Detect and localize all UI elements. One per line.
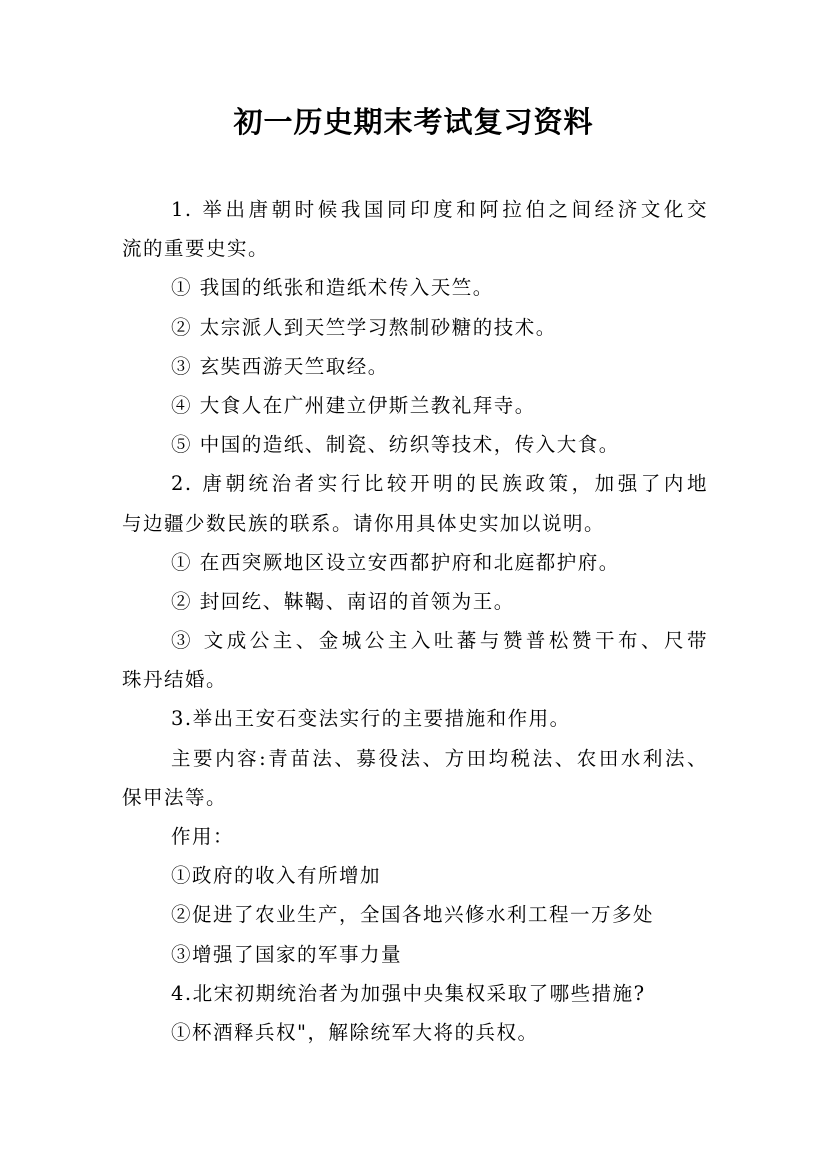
- paragraph-line: ② 封回纥、靺鞨、南诏的首领为王。: [171, 589, 515, 613]
- document-title: 初一历史期末考试复习资料: [233, 105, 594, 139]
- paragraph-line: 珠丹结婚。: [122, 668, 228, 692]
- paragraph-line: ③增强了国家的军事力量: [171, 942, 403, 966]
- paragraph-line: ④ 大食人在广州建立伊斯兰教礼拜寺。: [171, 393, 536, 417]
- paragraph-line: 1. 举出唐朝时候我国同印度和阿拉伯之间经济文化交: [171, 198, 708, 221]
- paragraph-line: ③ 玄奘西游天竺取经。: [171, 354, 389, 378]
- paragraph-line: 保甲法等。: [122, 785, 228, 809]
- paragraph-line: ③ 文成公主、金城公主入吐蕃与赞普松赞干布、尺带: [171, 629, 708, 653]
- paragraph-line: ②促进了农业生产，全国各地兴修水利工程一万多处: [171, 903, 655, 927]
- paragraph-line: 与边疆少数民族的联系。请你用具体史实加以说明。: [122, 511, 606, 535]
- paragraph-line: ①杯酒释兵权"，解除统军大将的兵权。: [171, 1020, 539, 1044]
- paragraph-line: ① 我国的纸张和造纸术传入天竺。: [171, 276, 494, 300]
- paragraph-line: ⑤ 中国的造纸、制瓷、纺织等技术，传入大食。: [171, 433, 620, 457]
- paragraph-line: ①政府的收入有所增加: [171, 864, 382, 888]
- paragraph-line: 2. 唐朝统治者实行比较开明的民族政策，加强了内地: [171, 472, 708, 496]
- paragraph-line: ② 太宗派人到天竺学习熬制砂糖的技术。: [171, 315, 557, 339]
- paragraph-line: 作用：: [171, 825, 235, 848]
- paragraph-line: 主要内容:青苗法、募役法、方田均税法、农田水利法、: [171, 746, 708, 770]
- paragraph-line: 4.北宋初期统治者为加强中央集权采取了哪些措施?: [171, 981, 646, 1005]
- paragraph-line: ① 在西突厥地区设立安西都护府和北庭都护府。: [171, 550, 620, 574]
- document-body: [122, 190, 708, 1052]
- paragraph-line: 3.举出王安石变法实行的主要措施和作用。: [171, 707, 571, 731]
- paragraph-line: 流的重要史实。: [122, 237, 270, 261]
